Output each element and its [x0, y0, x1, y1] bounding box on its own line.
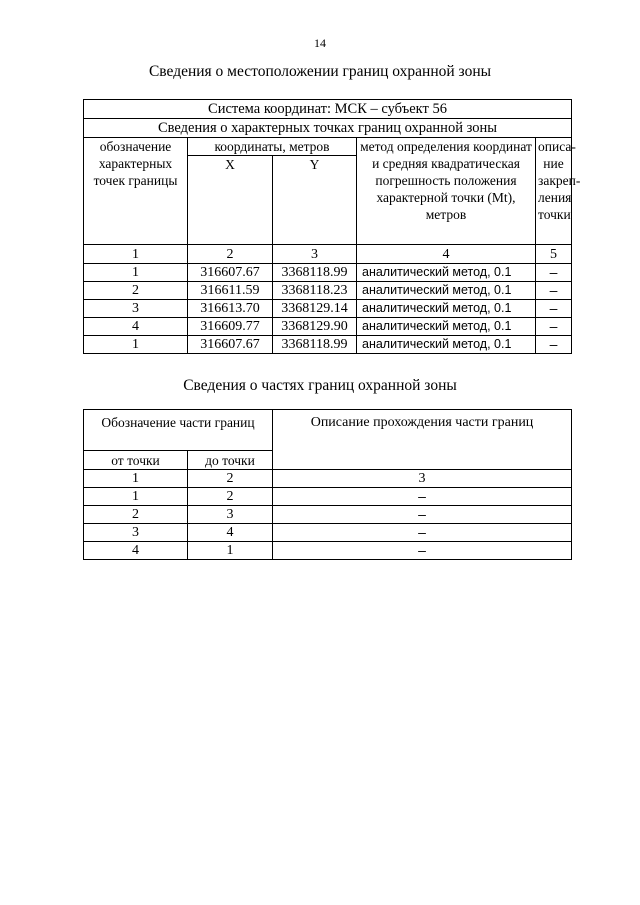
to-cell: 1: [188, 542, 273, 560]
fix-cell: –: [536, 264, 572, 282]
to-cell: 3: [188, 506, 273, 524]
to-cell: 4: [188, 524, 273, 542]
table-row: [84, 282, 572, 300]
y-cell: 3368129.90: [273, 318, 357, 336]
to-cell: 2: [188, 488, 273, 506]
x-cell: 316611.59: [188, 282, 273, 300]
boundary-parts-table: [83, 409, 572, 560]
header-x: X: [188, 156, 273, 245]
point-cell: 2: [84, 282, 188, 300]
column-number: 1: [84, 470, 188, 488]
y-cell: 3368118.99: [273, 336, 357, 354]
point-cell: 1: [84, 264, 188, 282]
from-cell: 4: [84, 542, 188, 560]
table-row: [84, 506, 572, 524]
table-row: [84, 300, 572, 318]
header-method: метод определения координат и средняя квадратическая погрешность положения характерной точки (Mt), метров: [357, 138, 536, 245]
point-cell: 3: [84, 300, 188, 318]
fix-cell: –: [536, 336, 572, 354]
header-part-designation: Обозначение части границ: [84, 410, 273, 451]
column-number: 3: [273, 470, 572, 488]
x-cell: 316607.67: [188, 264, 273, 282]
header-description: Описание прохождения части границ: [273, 410, 572, 470]
point-cell: 4: [84, 318, 188, 336]
table-row: [84, 336, 572, 354]
desc-cell: –: [273, 488, 572, 506]
method-cell: аналитический метод, 0.1: [357, 336, 536, 354]
from-cell: 1: [84, 488, 188, 506]
y-cell: 3368118.23: [273, 282, 357, 300]
from-cell: 2: [84, 506, 188, 524]
x-cell: 316609.77: [188, 318, 273, 336]
header-y: Y: [273, 156, 357, 245]
column-number: 2: [188, 470, 273, 488]
header-from-point: от точки: [84, 451, 188, 470]
header-fixing: описа-ние закреп-ления точки: [536, 138, 572, 245]
method-cell: аналитический метод, 0.1: [357, 300, 536, 318]
page-number: 14: [314, 36, 326, 50]
section2-title: Сведения о частях границ охранной зоны: [183, 377, 457, 394]
header-to-point: до точки: [188, 451, 273, 470]
fix-cell: –: [536, 282, 572, 300]
header-point-designation: обозначение характерных точек границы: [84, 138, 188, 245]
column-number: 2: [188, 245, 273, 264]
boundary-points-table: [83, 99, 581, 354]
column-number: 3: [273, 245, 357, 264]
x-cell: 316613.70: [188, 300, 273, 318]
table-row: [84, 488, 572, 506]
table-row: [84, 542, 572, 560]
points-subtitle-row: Сведения о характерных точках границ охранной зоны: [84, 119, 572, 138]
method-cell: аналитический метод, 0.1: [357, 264, 536, 282]
point-cell: 1: [84, 336, 188, 354]
x-cell: 316607.67: [188, 336, 273, 354]
column-number: 5: [536, 245, 572, 264]
desc-cell: –: [273, 542, 572, 560]
section1-title: Сведения о местоположении границ охранной зоны: [148, 63, 492, 80]
fix-cell: –: [536, 318, 572, 336]
column-number: 4: [357, 245, 536, 264]
from-cell: 3: [84, 524, 188, 542]
desc-cell: –: [273, 506, 572, 524]
desc-cell: –: [273, 524, 572, 542]
table-row: [84, 264, 572, 282]
fix-cell: –: [536, 300, 572, 318]
method-cell: аналитический метод, 0.1: [357, 318, 536, 336]
column-number: 1: [84, 245, 188, 264]
table-row: [84, 524, 572, 542]
method-cell: аналитический метод, 0.1: [357, 282, 536, 300]
header-coordinates: координаты, метров: [188, 138, 357, 156]
table-row: [84, 318, 572, 336]
coordinate-system-row: Система координат: МСК – субъект 56: [84, 100, 572, 119]
y-cell: 3368129.14: [273, 300, 357, 318]
y-cell: 3368118.99: [273, 264, 357, 282]
